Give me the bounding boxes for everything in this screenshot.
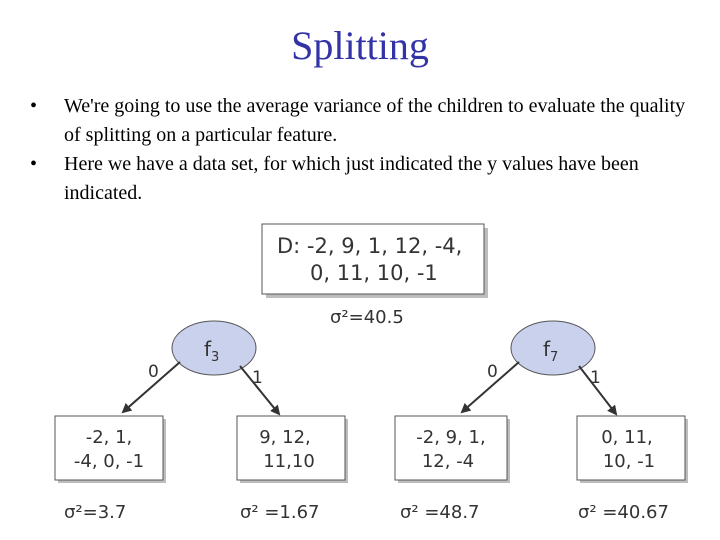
root-line-1: D: -2, 9, 1, 12, -4,: [277, 234, 463, 258]
child-values-line-2: 10, -1: [602, 451, 656, 472]
feature-label-f7: $f_7$: [543, 337, 559, 365]
child-values-line-1: -2, 1,: [85, 427, 133, 448]
child-values-line-1: -2, 9, 1,: [416, 427, 486, 448]
bullet-text: Here we have a data set, for which just indicated the y values have been indicated.: [64, 153, 639, 204]
page-title: Splitting: [291, 23, 429, 68]
root-dataset-box: [262, 224, 488, 298]
edge-label-1: 1: [590, 368, 601, 388]
root-line-2: 0, 11, 10, -1: [310, 261, 438, 285]
feature-label-f3: $f_3$: [204, 337, 220, 365]
root-variance: σ²=40.5: [330, 307, 404, 328]
child-values-line-1: 9, 12,: [259, 427, 311, 448]
edge-label-0: 0: [487, 362, 498, 382]
child-values-line-2: 12, -4: [421, 451, 475, 472]
bullet-dot: •: [30, 153, 38, 175]
feature-node-f3: [172, 321, 256, 375]
split-f3: [55, 321, 348, 523]
child-values-line-2: -4, 0, -1: [73, 451, 145, 472]
child-variance: σ²=3.7: [64, 502, 127, 523]
child-values-line-2: 11,10: [263, 451, 315, 472]
feature-node-f7: [511, 321, 595, 375]
bullet-dot: •: [30, 95, 38, 117]
child-variance: σ² =1.67: [240, 502, 320, 523]
edge-label-0: 0: [148, 362, 159, 382]
child-values-line-1: 0, 11,: [601, 427, 653, 448]
child-variance: σ² =40.67: [578, 502, 669, 523]
child-variance: σ² =48.7: [400, 502, 480, 523]
bullet-text: We're going to use the average variance of the children to evaluate the quality of splitting on a particular feature.: [64, 95, 686, 146]
split-f7: [395, 321, 688, 523]
edge-label-1: 1: [252, 368, 263, 388]
